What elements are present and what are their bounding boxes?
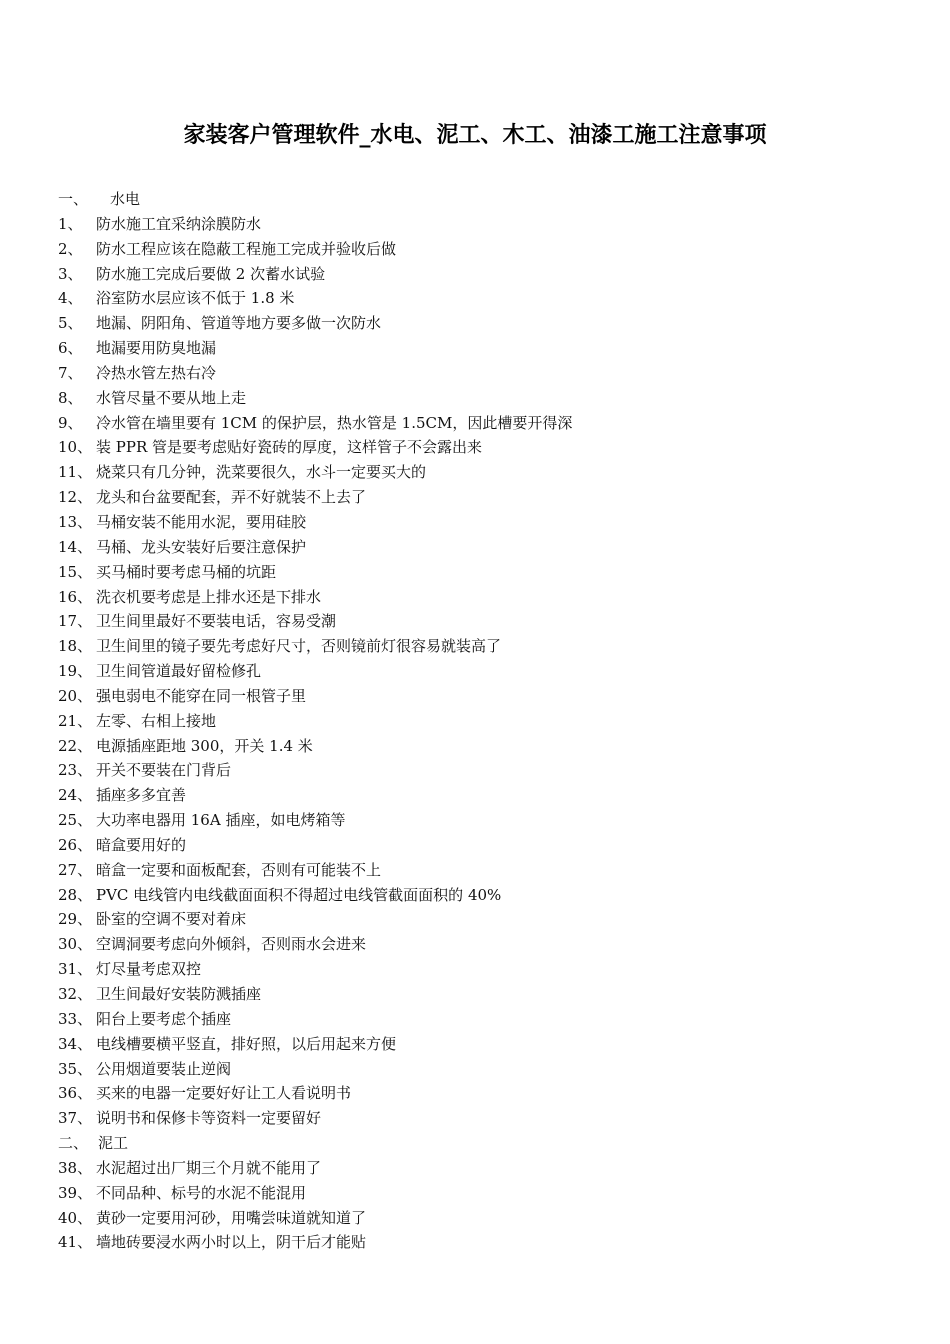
item-text: 地漏要用防臭地漏 [96,339,217,358]
item-number: 35、 [58,1059,93,1078]
list-item [58,1106,918,1131]
list-item [58,1230,918,1255]
list-item [58,1181,918,1206]
item-text: 不同品种、标号的水泥不能混用 [96,1183,307,1202]
list-item [58,1032,918,1057]
item-number: 16、 [58,587,93,606]
item-text: 防水工程应该在隐蔽工程施工完成并验收后做 [96,239,397,258]
list-item [58,560,918,585]
item-number: 1、 [58,214,83,233]
item-number: 11、 [58,463,93,482]
item-text: 冷热水管左热右冷 [96,363,217,382]
item-number: 26、 [58,835,93,854]
item-text: 龙头和台盆要配套，弄不好就装不上去了 [96,488,367,507]
item-text: 卫生间最好安装防溅插座 [96,985,262,1003]
item-number: 29、 [58,910,93,929]
item-number: 40、 [58,1208,93,1227]
item-number: 14、 [58,537,93,556]
item-text: 冷水管在墙里要有 1CM 的保护层，热水管是 1.5CM，因此槽要开得深 [96,413,573,432]
item-number: 3、 [58,264,83,283]
item-text: 地漏、阴阳角、管道等地方要多做一次防水 [96,314,382,333]
item-number: 6、 [58,339,83,358]
item-number: 28、 [58,885,93,904]
item-text: 买来的电器一定要好好让工人看说明书 [96,1084,352,1103]
item-text: 左零、右相上接地 [96,711,217,730]
list-item [58,585,918,610]
item-text: 墙地砖要浸水两小时以上，阴干后才能贴 [96,1233,367,1252]
list-item [58,858,918,883]
item-number: 一、 [58,190,89,208]
list-item [58,286,918,311]
list-item [58,510,918,535]
item-text: 大功率电器用 16A 插座，如电烤箱等 [96,811,346,830]
item-number: 37、 [58,1109,93,1128]
item-number: 4、 [58,289,83,308]
item-text: 暗盒要用好的 [96,835,187,854]
list-item [58,336,918,361]
notes-list [58,187,918,1255]
item-number: 41、 [58,1233,93,1252]
item-text: 防水施工完成后要做 2 次蓄水试验 [96,264,326,283]
item-number: 32、 [58,985,93,1003]
list-item [58,957,918,982]
item-number: 24、 [58,786,93,805]
item-number: 15、 [58,562,93,581]
list-item [58,758,918,783]
list-item [58,460,918,485]
item-number: 25、 [58,811,93,830]
item-number: 13、 [58,512,93,531]
item-text: 卫生间管道最好留检修孔 [96,662,262,681]
item-text: 阳台上要考虑个插座 [96,1009,232,1028]
item-text: 空调洞要考虑向外倾斜，否则雨水会进来 [96,935,367,954]
list-item [58,883,918,908]
list-item [58,535,918,560]
page-title: 家装客户管理软件_水电、泥工、木工、油漆工施工注意事项 [183,123,767,148]
item-text: 说明书和保修卡等资料一定要留好 [96,1109,322,1128]
item-text: 马桶安装不能用水泥，要用硅胶 [96,512,307,531]
item-text: 电线槽要横平竖直，排好照，以后用起来方便 [96,1034,397,1053]
list-item [58,734,918,759]
list-item [58,435,918,460]
item-number: 20、 [58,686,93,705]
list-item [58,311,918,336]
item-text: 插座多多宜善 [96,786,187,805]
item-number: 21、 [58,711,93,730]
item-text: 浴室防水层应该不低于 1.8 米 [96,289,295,308]
item-text: 水管尽量不要从地上走 [96,388,247,407]
list-item [58,659,918,684]
item-number: 23、 [58,761,93,780]
list-item [58,485,918,510]
list-item [58,262,918,287]
item-number: 30、 [58,935,93,954]
item-text: 水泥超过出厂期三个月就不能用了 [96,1158,322,1177]
item-text: 买马桶时要考虑马桶的坑距 [96,562,277,581]
list-item [58,411,918,436]
list-item [58,932,918,957]
item-number: 12、 [58,488,93,507]
item-number: 27、 [58,860,93,879]
item-text: 马桶、龙头安装好后要注意保护 [96,537,307,556]
list-item [58,1156,918,1181]
item-text: 灯尽量考虑双控 [96,960,202,979]
item-number: 39、 [58,1183,93,1202]
item-number: 8、 [58,388,83,407]
item-text: 水电 [110,190,141,208]
item-text: 装 PPR 管是要考虑贴好瓷砖的厚度，这样管子不会露出来 [96,438,483,457]
item-text: 暗盒一定要和面板配套，否则有可能装不上 [96,860,382,879]
item-number: 36、 [58,1084,93,1103]
item-number: 34、 [58,1034,93,1053]
item-number: 7、 [58,363,83,382]
list-item [58,982,918,1007]
list-item [58,609,918,634]
item-number: 10、 [58,438,93,457]
item-number: 9、 [58,413,83,432]
list-item [58,684,918,709]
list-item [58,783,918,808]
list-item [58,808,918,833]
list-item [58,833,918,858]
list-item [58,386,918,411]
item-number: 22、 [58,736,93,755]
item-text: 卫生间里的镜子要先考虑好尺寸，否则镜前灯很容易就装高了 [96,637,502,656]
item-number: 31、 [58,960,93,979]
item-text: 洗衣机要考虑是上排水还是下排水 [96,587,322,606]
item-text: 卫生间里最好不要装电话，容易受潮 [96,612,337,631]
item-number: 19、 [58,662,93,681]
list-item [58,361,918,386]
item-text: 防水施工宜采纳涂膜防水 [96,214,262,233]
list-item [58,634,918,659]
item-text: 黄砂一定要用河砂，用嘴尝味道就知道了 [96,1208,367,1227]
item-text: 卧室的空调不要对着床 [96,910,247,929]
item-text: 烧菜只有几分钟，洗菜要很久，水斗一定要买大的 [96,463,427,482]
item-text: 强电弱电不能穿在同一根管子里 [96,686,307,705]
list-item [58,1206,918,1231]
item-number: 38、 [58,1158,93,1177]
section-heading [58,1131,918,1156]
item-text: 电源插座距地 300，开关 1.4 米 [96,736,313,755]
list-item [58,1081,918,1106]
item-text: 开关不要装在门背后 [96,761,232,780]
item-text: PVC 电线管内电线截面面积不得超过电线管截面面积的 40% [96,885,502,904]
item-number: 二、 [58,1134,89,1153]
item-number: 17、 [58,612,93,631]
list-item [58,1057,918,1082]
list-item [58,709,918,734]
list-item [58,907,918,932]
list-item [58,1007,918,1032]
list-item [58,212,918,237]
list-item [58,237,918,262]
item-number: 33、 [58,1009,93,1028]
item-text: 公用烟道要装止逆阀 [96,1059,232,1078]
item-number: 2、 [58,239,83,258]
item-text: 泥工 [98,1134,129,1153]
item-number: 5、 [58,314,83,333]
item-number: 18、 [58,637,93,656]
section-heading [58,187,918,212]
